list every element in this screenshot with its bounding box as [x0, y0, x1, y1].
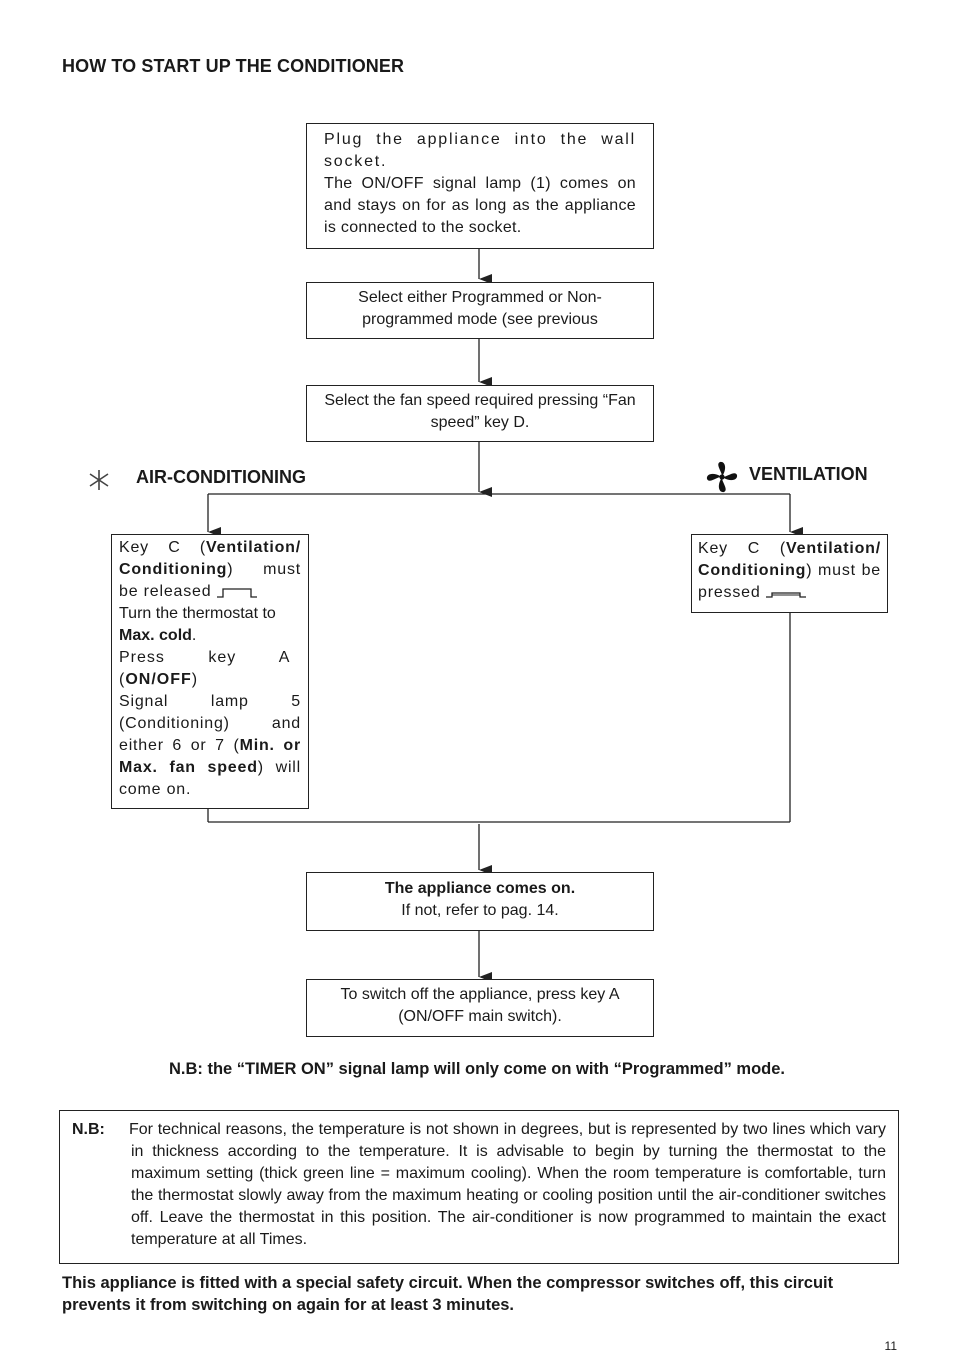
step-fan-speed-text: Select the fan speed required pressing “Fan speed” key D. [324, 392, 636, 431]
press-key-text [119, 647, 301, 691]
fan-icon [705, 460, 739, 494]
min-max-bold: Min. or Max. fan speed [119, 737, 301, 776]
step-select-mode-box [306, 282, 654, 339]
thermostat-text [119, 603, 301, 647]
open-paren: ( [119, 671, 126, 688]
ventilation-label: VENTILATION [749, 464, 868, 484]
must-be-pressed-text: ) must be pressed [698, 562, 881, 601]
key-c-release-text [119, 537, 301, 603]
press-key-a-text: Press key A [119, 649, 291, 666]
signal-lamp-prefix: Signal lamp 5 (Conditioning) and either 6 or 7 ( [119, 693, 301, 754]
key-c-press-text [698, 538, 881, 604]
key-c-prefix-right: Key C ( [698, 540, 787, 557]
pressed-button-icon [766, 584, 806, 596]
step-appliance-on-box [306, 872, 654, 931]
onoff-bold: ON/OFF [125, 671, 192, 688]
period: . [191, 627, 197, 644]
step-select-mode-text: Select either Programmed or Non-programmed mode (see previous [358, 289, 602, 328]
air-conditioning-steps-box [111, 534, 309, 809]
ventilation-conditioning-bold-right: Ventilation/ Conditioning [698, 540, 881, 579]
released-button-icon [217, 583, 257, 595]
timer-note: N.B: the “TIMER ON” signal lamp will only come on with “Programmed” mode. [168, 1060, 786, 1078]
step-signal-lamp-text: The ON/OFF signal lamp (1) comes on and stays on for as long as the appliance is connected to the socket. [324, 175, 636, 236]
nb-note-box [59, 1110, 899, 1264]
air-conditioning-label: AIR-CONDITIONING [136, 467, 306, 487]
nb-label: N.B: [72, 1121, 105, 1138]
signal-lamp-text [119, 691, 301, 801]
turn-thermostat-text: Turn the thermostat to [119, 605, 276, 622]
page-title: HOW TO START UP THE CONDITIONER [62, 56, 405, 76]
safety-circuit-note: This appliance is fitted with a special safety circuit. When the compressor switches off, this circuit prevents it from switching on again for at least 3 minutes. [62, 1274, 834, 1314]
page-number: 11 [884, 1339, 897, 1353]
step-plug-in-box [306, 123, 654, 249]
nb-text: For technical reasons, the temperature is not shown in degrees, but is represented by two lines which vary in thickness according to the temperature. It is advisable to begin by turning the thermostat to the maximum setting (thick green line = maximum cooling). When the room temperature is comfortable, turn the thermostat slowly away from the maximum heating or cooling position until the air-conditioner switches off. Leave the thermostat in this position. The air-conditioner is now programmed to maintain the exact temperature at all Times. [129, 1121, 886, 1248]
ventilation-steps-box [691, 534, 888, 613]
appliance-comes-on-text: The appliance comes on. [384, 880, 576, 897]
switch-off-text: To switch off the appliance, press key A (ON/OFF main switch). [340, 986, 620, 1025]
will-come-on-text: ) will come on. [119, 759, 302, 798]
key-c-prefix: Key C ( [119, 539, 207, 556]
max-cold-bold: Max. cold [119, 627, 192, 644]
snowflake-icon [87, 469, 111, 491]
step-fan-speed-box [306, 385, 654, 442]
step-switch-off-box [306, 979, 654, 1037]
refer-page-text: If not, refer to pag. 14. [401, 902, 559, 919]
ventilation-conditioning-bold: Ventilation/ Conditioning [119, 539, 301, 578]
close-paren: ) [191, 671, 199, 688]
step-plug-in-text: Plug the appliance into the wall socket. [324, 131, 636, 170]
must-be-released-text: ) must be released [119, 561, 301, 600]
